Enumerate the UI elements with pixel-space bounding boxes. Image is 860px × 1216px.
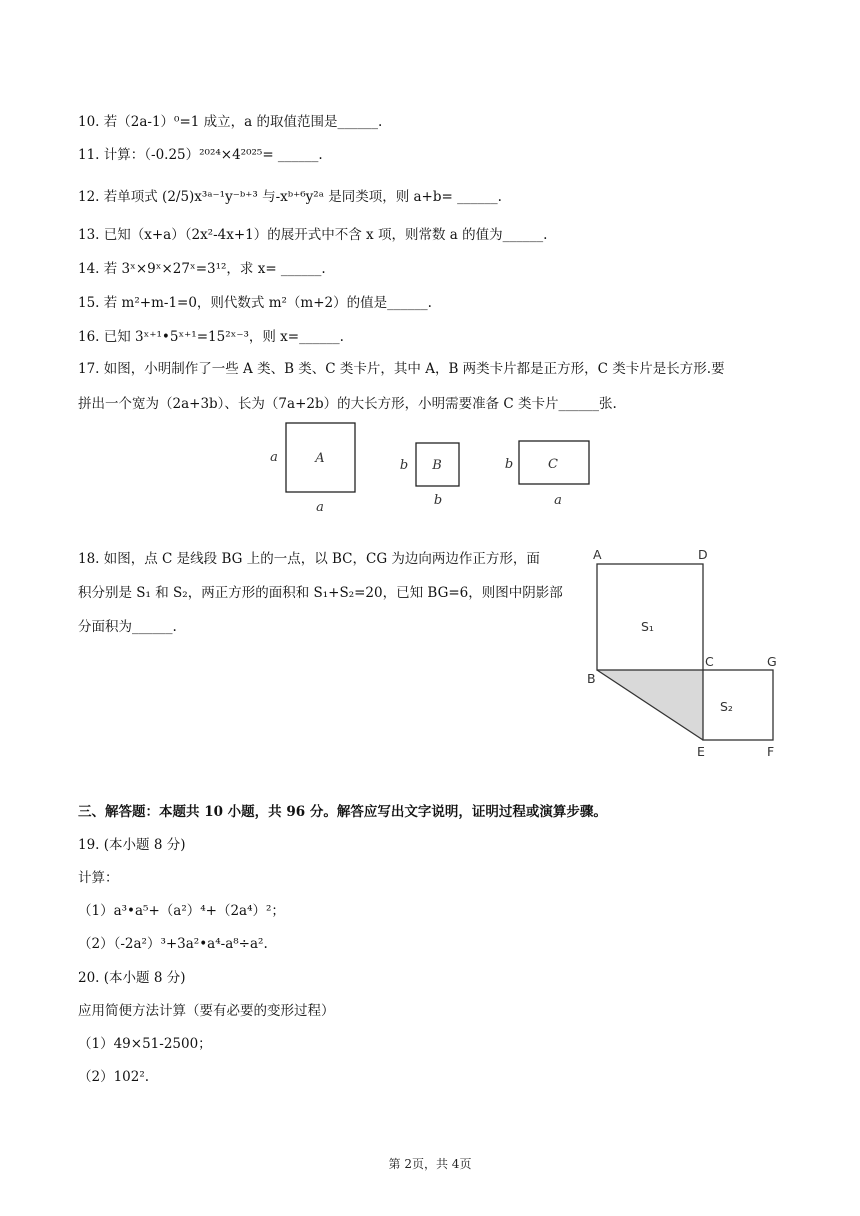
square-s2 [703,670,773,740]
card-b-label: B [432,458,442,473]
question-10: 10. 若（2a-1）⁰=1 成立，a 的取值范围是______. [78,114,383,130]
square-s1 [597,564,703,670]
question-14: 14. 若 3ˣ×9ˣ×27ˣ=3¹²，求 x= ______. [78,261,326,277]
question-19-intro: 计算： [78,870,119,886]
card-c-side: b [504,457,514,472]
question-16: 16. 已知 3ˣ⁺¹•5ˣ⁺¹=15²ˣ⁻³，则 x=______. [78,329,344,345]
card-a-side: a [270,450,278,465]
point-e-label: E [697,744,705,759]
point-f-label: F [767,744,775,759]
cards-figure [260,415,620,525]
point-g-label: G [767,654,777,669]
question-18-line1: 18. 如图，点 C 是线段 BG 上的一点，以 BC，CG 为边向两边作正方形，面 [78,551,540,567]
question-20-title: 20. (本小题 8 分) [78,970,186,986]
card-b-side: b [399,458,409,473]
point-d-label: D [698,547,708,562]
question-17-line2: 拼出一个宽为（2a+3b）、长为（7a+2b）的大长方形，小明需要准备 C 类卡片______张. [78,396,617,412]
card-c-label: C [548,457,558,472]
question-18-line2: 积分别是 S₁ 和 S₂，两正方形的面积和 S₁+S₂=20，已知 BG=6，则图中阴影部 [78,585,563,601]
question-19-part1: （1）a³•a⁵+（a²）⁴+（2a⁴）²； [78,903,285,919]
page-footer: 第 2页，共 4页 [388,1157,472,1171]
s2-label: S₂ [720,699,733,714]
point-b-label: B [587,671,596,686]
question-20-intro: 应用简便方法计算（要有必要的变形过程） [78,1003,335,1019]
question-20-part2: （2）102². [78,1069,150,1085]
question-19-part2: （2）（-2a²）³+3a²•a⁴-a⁸÷a². [78,936,268,952]
point-c-label: C [705,654,714,669]
card-a-bottom: a [316,500,324,515]
point-a-label: A [593,547,602,562]
section-3-heading: 三、解答题：本题共 10 小题，共 96 分。解答应写出文字说明，证明过程或演算步骤。 [78,804,607,820]
question-13: 13. 已知（x+a）（2x²-4x+1）的展开式中不含 x 项，则常数 a 的值为______. [78,227,548,243]
question-17-line1: 17. 如图，小明制作了一些 A 类、B 类、C 类卡片，其中 A，B 两类卡片都是正方形，C 类卡片是长方形.要 [78,361,725,377]
question-11: 11. 计算：（-0.25）²⁰²⁴×4²⁰²⁵= ______. [78,147,323,163]
s1-label: S₁ [641,619,654,634]
card-a-label: A [315,451,325,466]
question-19-title: 19. (本小题 8 分) [78,837,186,853]
card-c-bottom: a [554,493,562,508]
card-b-bottom: b [433,493,443,508]
question-15: 15. 若 m²+m-1=0，则代数式 m²（m+2）的值是______. [78,295,432,311]
question-18-line3: 分面积为______. [78,619,177,635]
squares-figure [585,545,795,765]
question-20-part1: （1）49×51-2500； [78,1036,212,1052]
question-12: 12. 若单项式 (2/5)x³ᵃ⁻¹y⁻ᵇ⁺³ 与-xᵇ⁺⁶y²ᵃ 是同类项，则 a+b= ______. [78,189,502,205]
